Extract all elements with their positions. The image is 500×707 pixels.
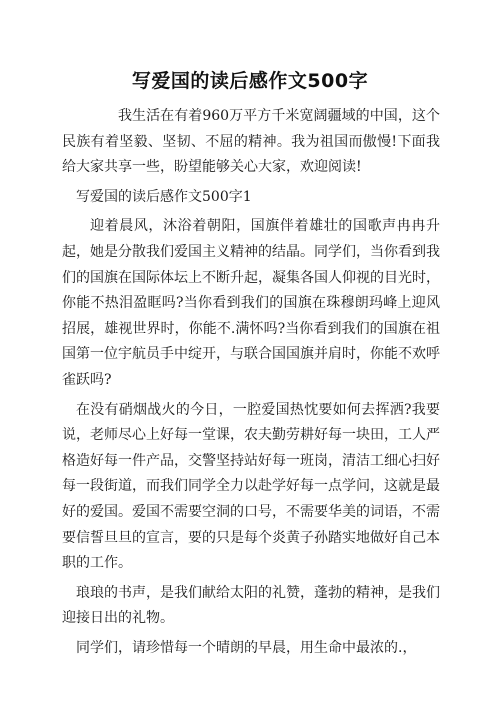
intro-paragraph: 我生活在有着960万平方千米宽阔疆域的中国，这个民族有着坚毅、坚韧、不屈的精神。我为祖国而傲慢!下面我给大家共享一些，盼望能够关心大家，欢迎阅读! (62, 108, 440, 176)
body-paragraph: 同学们，请珍惜每一个晴朗的早晨，用生命中最浓的.， (76, 639, 417, 656)
body-paragraph: 迎着晨风，沐浴着朝阳，国旗伴着雄壮的国歌声冉冉升起，她是分散我们爱国主义精神的结晶。同学们，当你看到我们的国旗在国际体坛上不断升起，凝集各国人仰视的目光时，你能不热泪盈眶吗?当你看到我们的国旗在珠穆朗玛峰上迎风招展，雄视世界时，你能不.满怀吗?当你看到我们的国旗在祖国第一位宇航员手中绽开，与联合国国旗并肩时，你能不欢呼雀跃吗? (62, 218, 440, 388)
document-body (62, 104, 440, 665)
body-paragraph: 琅琅的书声，是我们献给太阳的礼赞，蓬勃的精神，是我们迎接日出的礼物。 (62, 584, 440, 627)
section-heading: 写爱国的读后感作文500字1 (76, 188, 252, 205)
body-paragraph: 在没有硝烟战火的今日，一腔爱国热忱要如何去挥洒?我要说，老师尽心上好每一堂课，农夫勤劳耕好每一块田，工人严格造好每一件产品，交警坚持站好每一班岗，清洁工细心扫好每一段街道，而我们同学全力以赴学好每一点学问，这就是最好的爱国。爱国不需要空洞的口号，不需要华美的词语，不需要信誓旦旦的宣言，要的只是每个炎黄子孙踏实地做好自己本职的工作。 (62, 401, 440, 572)
document-title: 写爱国的读后感作文500字 (131, 70, 369, 92)
